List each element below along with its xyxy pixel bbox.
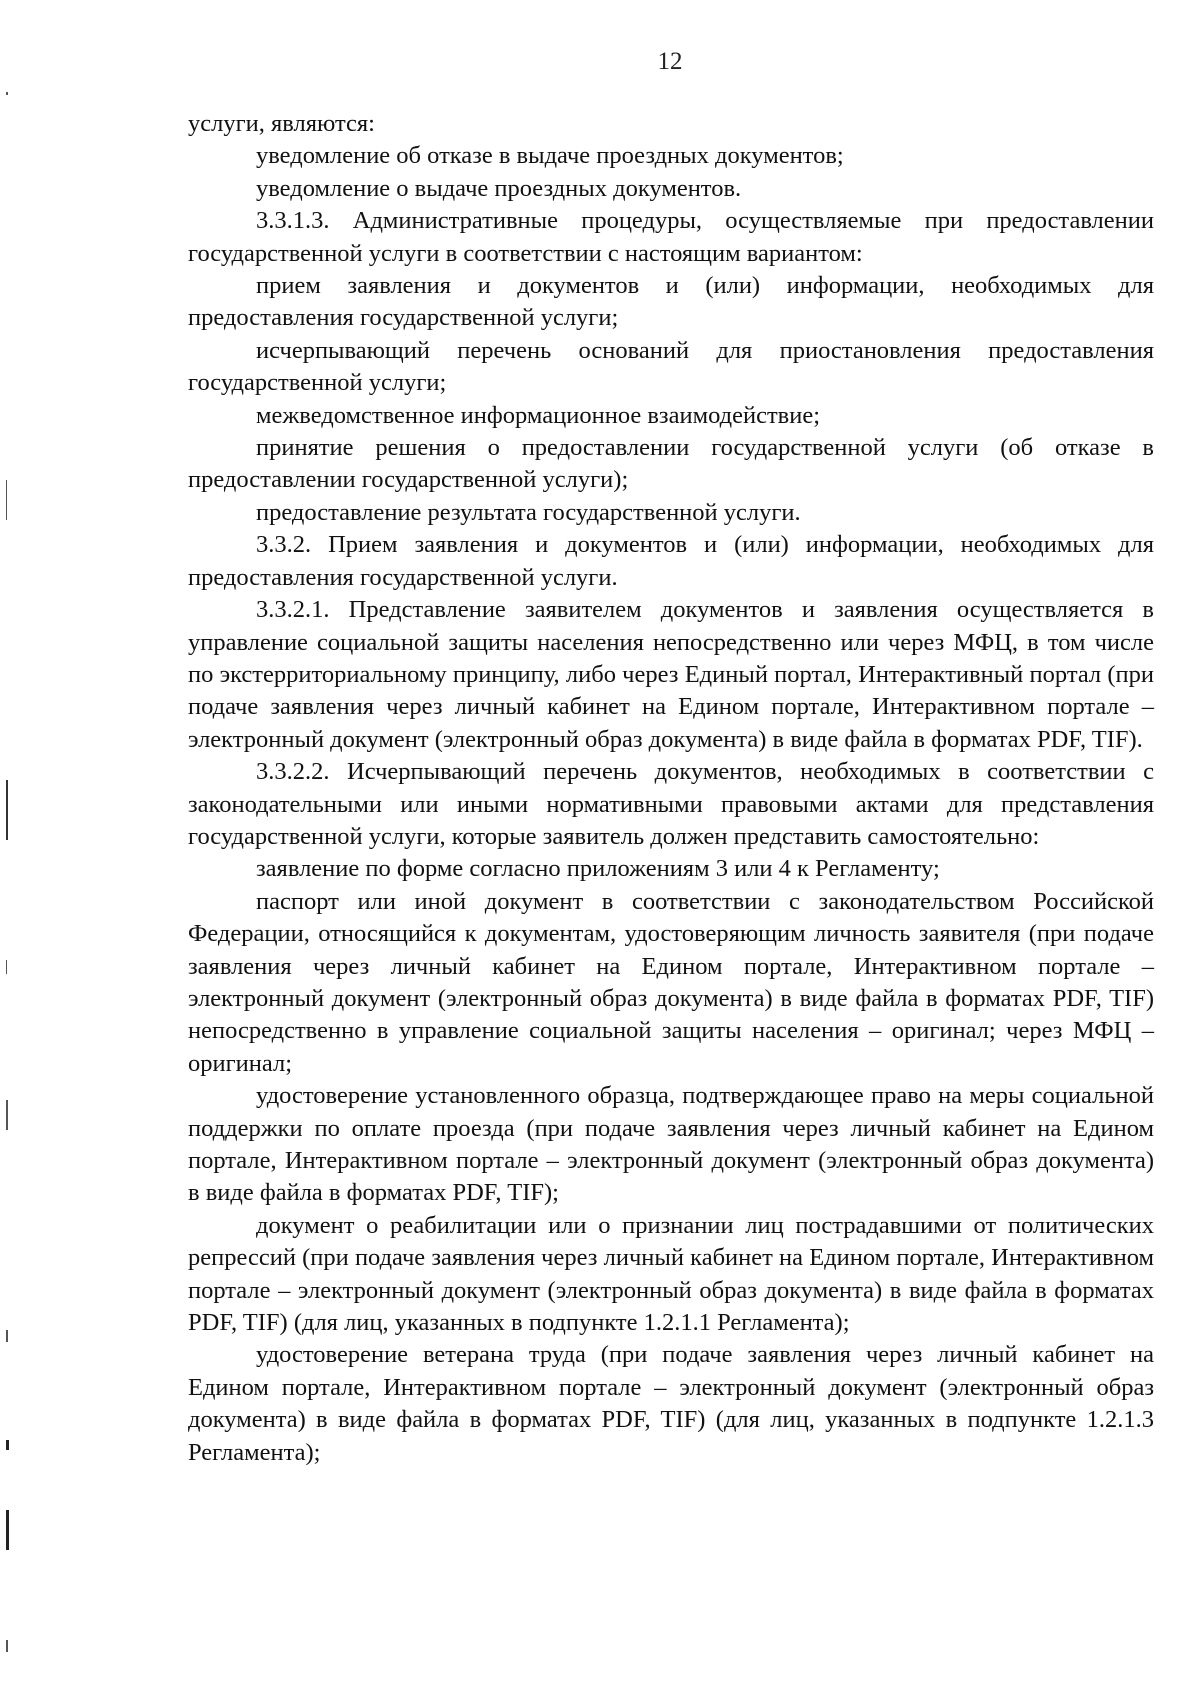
paragraph: 3.3.2. Прием заявления и документов и (или) информации, необходимых для предоставления государственной услуги.: [188, 531, 1154, 591]
paragraph: предоставление результата государственной услуги.: [256, 498, 801, 526]
paragraph: паспорт или иной документ в соответствии с законодательством Российской Федерации, относящийся к документам, удостоверяющим личность заявителя (при подаче заявления через личный кабинет на Едином портале, Интерактивном портале – электронный документ (электронный образ документа) в виде файла в форматах PDF, TIF) непосредственно в управление социальной защиты населения – оригинал; через МФЦ – оригинал;: [188, 887, 1154, 1077]
page-number: 12: [657, 48, 683, 75]
paragraph: межведомственное информационное взаимодействие;: [256, 401, 821, 429]
paragraph: принятие решения о предоставлении государственной услуги (об отказе в предоставлении государственной услуги);: [188, 434, 1154, 494]
paragraph: документ о реабилитации или о признании лиц пострадавшими от политических репрессий (при подаче заявления через личный кабинет на Едином портале, Интерактивном портале – электронный документ (электронный образ документа) в виде файла в форматах PDF, TIF) (для лиц, указанных в подпункте 1.2.1.1 Регламента);: [188, 1211, 1154, 1337]
document-body: [188, 108, 1154, 1469]
paragraph: уведомление о выдаче проездных документов.: [256, 174, 742, 202]
paragraph: услуги, являются:: [188, 110, 375, 137]
paragraph: удостоверение установленного образца, подтверждающее право на меры социальной поддержки по оплате проезда (при подаче заявления через личный кабинет на Едином портале, Интерактивном портале – электронный документ (электронный образ документа) в виде файла в форматах PDF, TIF);: [188, 1082, 1154, 1207]
scan-margin-artifacts: [0, 0, 30, 1697]
paragraph: 3.3.2.2. Исчерпывающий перечень документов, необходимых в соответствии с законодательными или иными нормативными правовыми актами для представления государственной услуги, которые заявитель должен представить самостоятельно:: [188, 758, 1154, 850]
paragraph: уведомление об отказе в выдаче проездных документов;: [256, 142, 844, 170]
paragraph: исчерпывающий перечень оснований для приостановления предоставления государственной услуги;: [188, 336, 1154, 397]
paragraph: 3.3.2.1. Представление заявителем документов и заявления осуществляется в управление социальной защиты населения непосредственно или через МФЦ, в том числе по экстерриториальному принципу, либо через Единый портал, Интерактивный портал (при подаче заявления через личный кабинет на Едином портале, Интерактивном портале – электронный документ (электронный образ документа) в виде файла в форматах PDF, TIF).: [188, 596, 1154, 753]
paragraph: удостоверение ветерана труда (при подаче заявления через личный кабинет на Едином портале, Интерактивном портале – электронный документ (электронный образ документа) в виде файла в форматах PDF, TIF) (для лиц, указанных в подпункте 1.2.1.3 Регламента);: [188, 1341, 1154, 1466]
paragraph: заявление по форме согласно приложениям 3 или 4 к Регламенту;: [256, 855, 940, 883]
paragraph: 3.3.1.3. Административные процедуры, осуществляемые при предоставлении государственной услуги в соответствии с настоящим вариантом:: [188, 207, 1154, 267]
paragraph: прием заявления и документов и (или) информации, необходимых для предоставления государственной услуги;: [188, 272, 1154, 332]
